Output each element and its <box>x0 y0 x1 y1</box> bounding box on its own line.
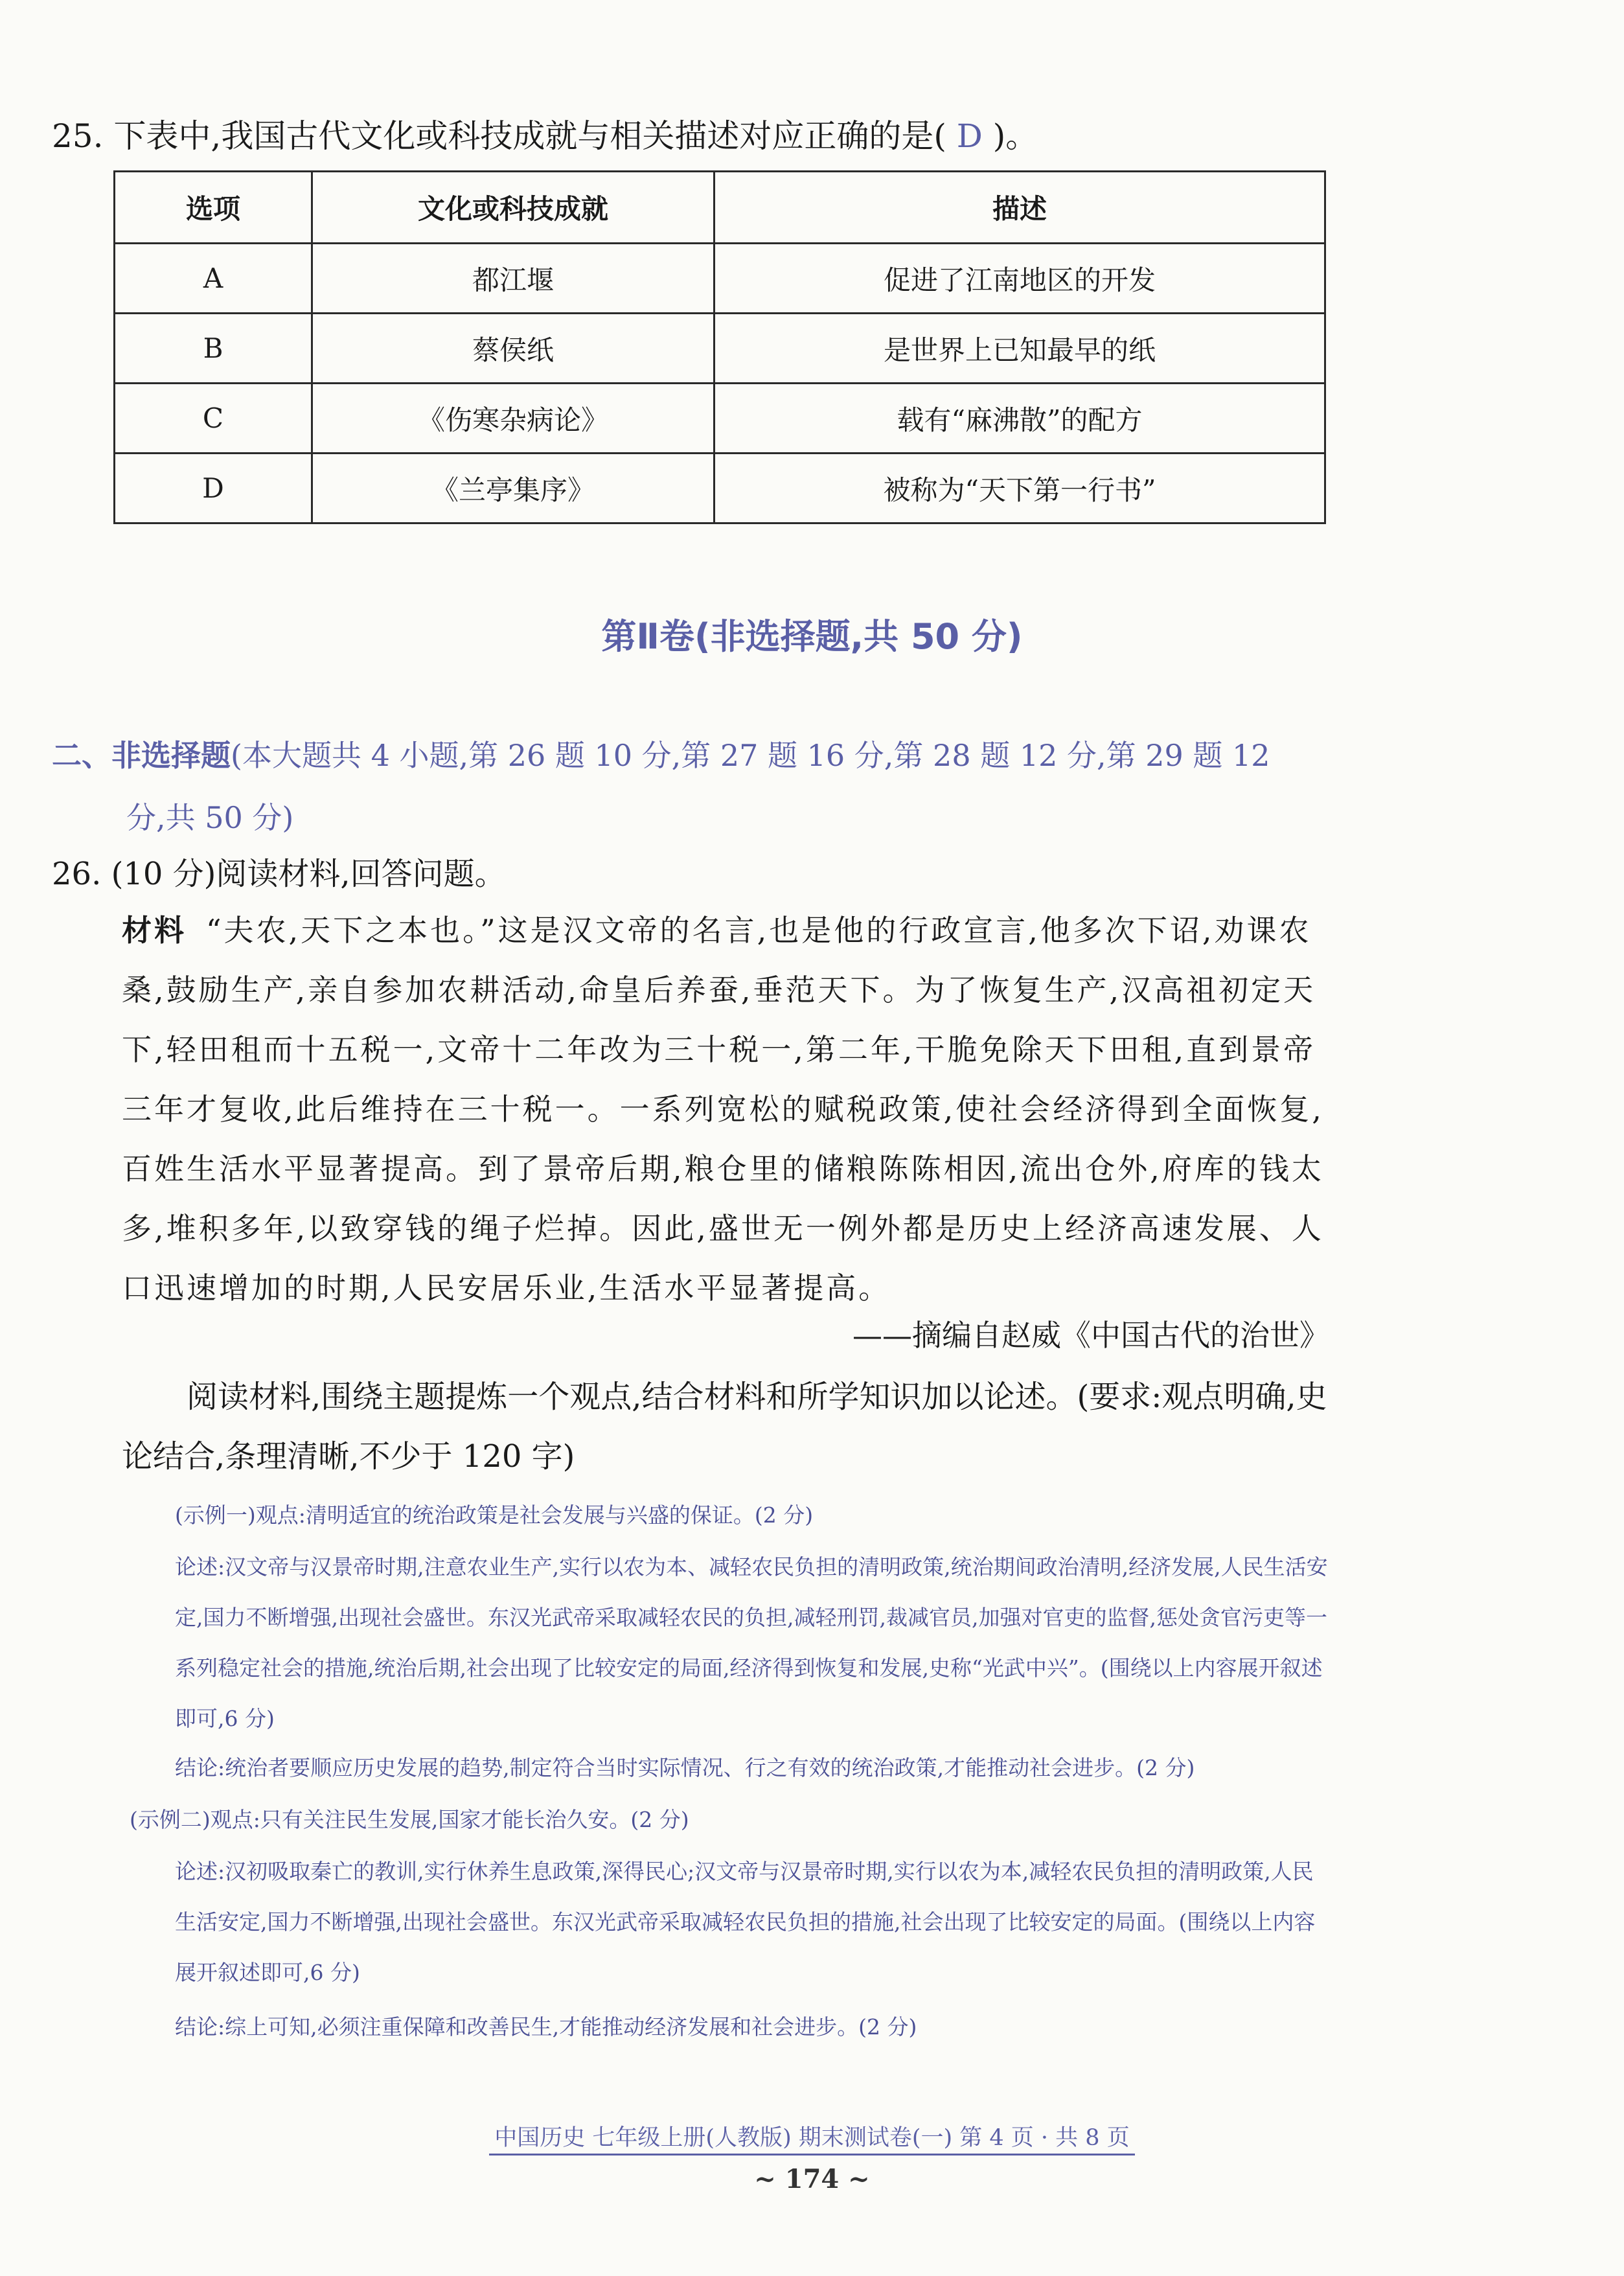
answer-ex1-view <box>130 1490 1334 1541</box>
table-row <box>115 454 1325 523</box>
material-block <box>122 901 1333 1318</box>
part-2-desc-line2: 分,共 50 分) <box>126 800 294 835</box>
table-row <box>115 244 1325 314</box>
answer-ex2-conclusion: 结论:综上可知,必须注重保障和改善民生,才能推动经济发展和社会进步。(2 分) <box>175 2014 917 2040</box>
question-25-answer: D <box>946 117 993 155</box>
table-cell: 载有“麻沸散”的配方 <box>715 384 1325 454</box>
page-footer <box>0 2120 1624 2152</box>
material-source: ——摘编自赵威《中国古代的治世》 <box>852 1318 1329 1353</box>
table-cell: D <box>115 454 312 523</box>
achievements-table <box>113 170 1326 524</box>
table-header: 描述 <box>715 172 1325 244</box>
table-cell: B <box>115 314 312 384</box>
table-cell: 是世界上已知最早的纸 <box>715 314 1325 384</box>
table-cell: 被称为“天下第一行书” <box>715 454 1325 523</box>
answer-ex1-view-text: (示例一)观点:清明适宜的统治政策是社会发展与兴盛的保证。(2 分) <box>175 1502 814 1528</box>
table-cell: A <box>115 244 312 314</box>
answer-ex1-conclusion: 结论:统治者要顺应历史发展的趋势,制定符合当时实际情况、行之有效的统治政策,才能推动社会进步。(2 分) <box>175 1755 1195 1780</box>
table-cell: 《伤寒杂病论》 <box>312 384 715 454</box>
table-row <box>115 314 1325 384</box>
answer-ex1-argument: 论述:汉文帝与汉景帝时期,注意农业生产,实行以农为本、减轻农民负担的清明政策,统治期间政治清明,经济发展,人民生活安定,国力不断增强,出现社会盛世。东汉光武帝采取减轻农民的负担,减轻刑罚,裁减官员,加强对官吏的监督,惩处贪官污吏等一系列稳定社会的措施,统治后期,社会出现了比较安定的局面,经济得到恢复和发展,史称“光武中兴”。(围绕以上内容展开叙述即可,6 分) <box>175 1554 1328 1731</box>
section-title: 第Ⅱ卷(非选择题,共 50 分) <box>601 616 1023 657</box>
table-cell: 《兰亭集序》 <box>312 454 715 523</box>
table-header: 文化或科技成就 <box>312 172 715 244</box>
material-text: “夫农,天下之本也。”这是汉文帝的名言,也是他的行政宣言,他多次下诏,劝课农桑,鼓励生产,亲自参加农耕活动,命皇后养蚕,垂范天下。为了恢复生产,汉高祖初定天下,轻田租而十五税一,文帝十二年改为三十税一,第二年,干脆免除天下田租,直到景帝三年才复收,此后维持在三十税一。一系列宽松的赋税政策,使社会经济得到全面恢复,百姓生活水平显著提高。到了景帝后期,粮仓里的储粮陈陈相因,流出仓外,府库的钱太多,堆积多年,以致穿钱的绳子烂掉。因此,盛世无一例外都是历史上经济高速发展、人口迅速增加的时期,人民安居乐业,生活水平显著提高。 <box>122 913 1324 1305</box>
table-header-row <box>115 172 1325 244</box>
answer-ex2-argument: 论述:汉初吸取秦亡的教训,实行休养生息政策,深得民心;汉文帝与汉景帝时期,实行以农为本,减轻农民负担的清明政策,人民生活安定,国力不断增强,出现社会盛世。东汉光武帝采取减轻农民负担的措施,社会出现了比较安定的局面。(围绕以上内容展开叙述即可,6 分) <box>175 1859 1316 1985</box>
material-label: 材料 <box>122 913 187 948</box>
page-number: ~ 174 ~ <box>754 2164 870 2194</box>
table-cell: 都江堰 <box>312 244 715 314</box>
question-25-stem-before: 下表中,我国古代文化或科技成就与相关描述对应正确的是( <box>113 117 946 155</box>
question-25-number: 25. <box>52 117 104 155</box>
part-2-heading <box>52 724 1334 849</box>
table-row <box>115 384 1325 454</box>
answer-ex2-view: (示例二)观点:只有关注民生发展,国家才能长治久安。(2 分) <box>130 1807 689 1832</box>
question-26-instruction: 阅读材料,围绕主题提炼一个观点,结合材料和所学知识加以论述。(要求:观点明确,史论结合,条理清晰,不少于 120 字) <box>122 1379 1327 1475</box>
footer-text: 中国历史 七年级上册(人教版) 期末测试卷(一) 第 4 页 · 共 8 页 <box>489 2125 1134 2155</box>
table-header: 选项 <box>115 172 312 244</box>
table-cell: C <box>115 384 312 454</box>
table-cell: 促进了江南地区的开发 <box>715 244 1325 314</box>
question-25-stem-after: )。 <box>992 117 1038 155</box>
question-26-header: 26. (10 分)阅读材料,回答问题。 <box>52 856 506 892</box>
part-2-label: 二、非选择题 <box>52 738 231 773</box>
question-25 <box>52 110 1038 157</box>
part-2-desc-line1: (本大题共 4 小题,第 26 题 10 分,第 27 题 16 分,第 28 题 12 分,第 29 题 12 <box>231 738 1270 773</box>
table-cell: 蔡侯纸 <box>312 314 715 384</box>
